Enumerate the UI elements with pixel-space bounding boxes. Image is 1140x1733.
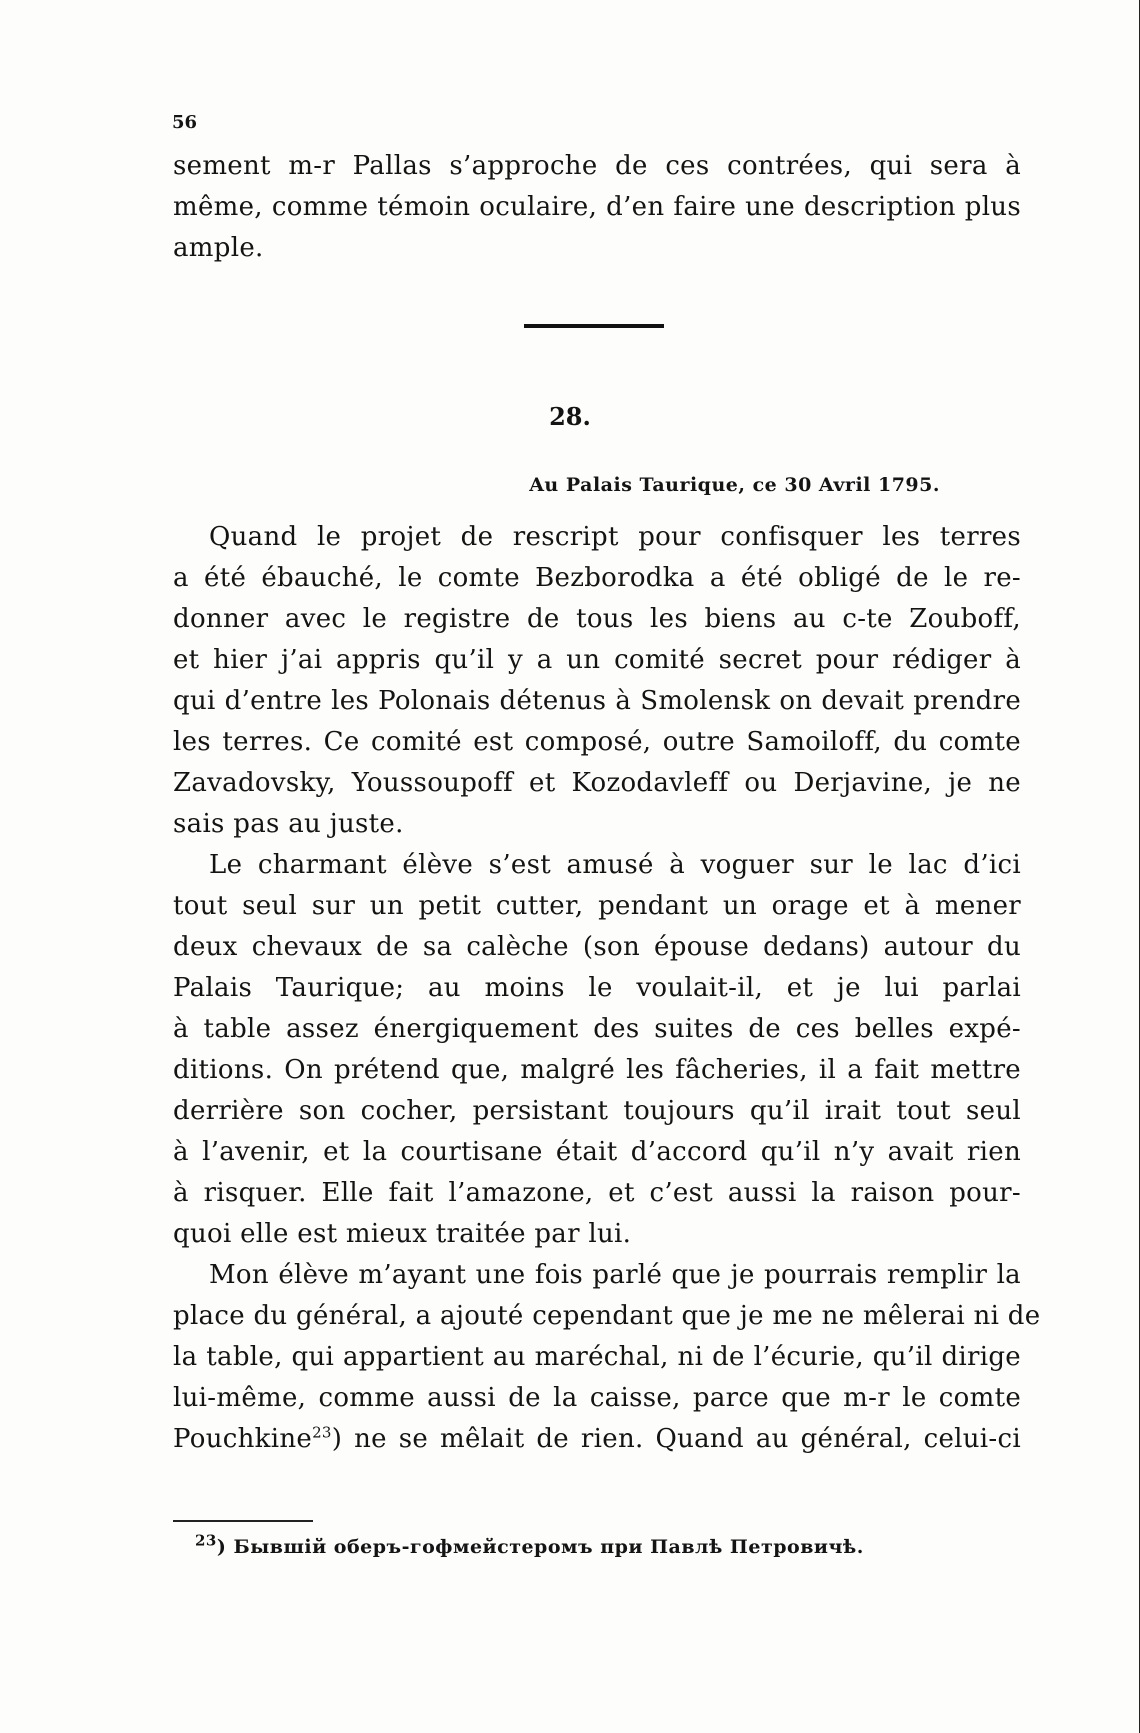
text-line: qui d’entre les Polonais détenus à Smolensk on devait prendre xyxy=(173,686,1021,716)
text-line: à l’avenir, et la courtisane était d’accord qu’il n’y avait rien xyxy=(173,1137,1021,1167)
text-line: et hier j’ai appris qu’il y a un comité secret pour rédiger à xyxy=(173,645,1021,675)
footnote-text: ) Бывшій оберъ-гофмейстеромъ при Павлѣ Петровичѣ. xyxy=(216,1536,864,1558)
dateline: Au Palais Taurique, ce 30 Avril 1795. xyxy=(529,474,940,496)
page-number: 56 xyxy=(172,112,198,133)
text-fragment: Pouchkine xyxy=(173,1424,313,1454)
intro-paragraph xyxy=(173,146,1021,269)
text-line: ditions. On prétend que, malgré les fâcheries, il a fait mettre xyxy=(173,1055,1021,1085)
text-line: la table, qui appartient au maréchal, ni de l’écurie, qu’il dirige xyxy=(173,1342,1021,1372)
text-line: Zavadovsky, Youssoupoff et Kozodavleff ou Derjavine, je ne xyxy=(173,768,1021,798)
text-line: derrière son cocher, persistant toujours qu’il irait tout seul xyxy=(173,1096,1021,1126)
text-line: à table assez énergiquement des suites de ces belles expé- xyxy=(173,1014,1021,1044)
paragraph-3 xyxy=(173,1255,1041,1460)
text-line: Quand le projet de rescript pour confisquer les terres xyxy=(209,522,1021,552)
text-line xyxy=(173,1419,1021,1460)
text-line: Le charmant élève s’est amusé à voguer sur le lac d’ici xyxy=(209,850,1021,880)
footnote-reference: 23 xyxy=(312,1423,332,1442)
text-line: Palais Taurique; au moins le voulait-il, et je lui parlai xyxy=(173,973,1021,1003)
text-line: a été ébauché, le comte Bezborodka a été obligé de le re- xyxy=(173,563,1021,593)
text-line: sement m-r Pallas s’approche de ces contrées, qui sera à xyxy=(173,151,1021,181)
text-line: même, comme témoin oculaire, d’en faire une description plus xyxy=(173,192,1021,222)
section-separator-rule xyxy=(524,324,664,328)
text-line: tout seul sur un petit cutter, pendant un orage et à mener xyxy=(173,891,1021,921)
footnote-mark: 23 xyxy=(195,1531,217,1550)
text-line: les terres. Ce comité est composé, outre Samoiloff, du comte xyxy=(173,727,1021,757)
text-line: place du général, a ajouté cependant que je me ne mêlerai ni de xyxy=(173,1301,1041,1331)
text-line: à risquer. Elle fait l’amazone, et c’est aussi la raison pour- xyxy=(173,1178,1021,1208)
text-line: quoi elle est mieux traitée par lui. xyxy=(173,1219,632,1249)
text-line: deux chevaux de sa calèche (son épouse dedans) autour du xyxy=(173,932,1021,962)
text-line: donner avec le registre de tous les biens au c-te Zouboff, xyxy=(173,604,1021,634)
text-line: sais pas au juste. xyxy=(173,809,404,839)
letter-number: 28. xyxy=(549,402,591,431)
text-line: ample. xyxy=(173,233,264,263)
text-line: lui-même, comme aussi de la caisse, parce que m-r le comte xyxy=(173,1383,1021,1413)
footnote xyxy=(195,1531,864,1558)
footnote-rule xyxy=(173,1520,313,1522)
paragraph-1 xyxy=(173,517,1021,845)
paragraph-2 xyxy=(173,845,1021,1255)
text-fragment: ) ne se mêlait de rien. Quand au général, celui-ci xyxy=(331,1424,1021,1454)
text-line: Mon élève m’ayant une fois parlé que je pourrais remplir la xyxy=(209,1260,1021,1290)
